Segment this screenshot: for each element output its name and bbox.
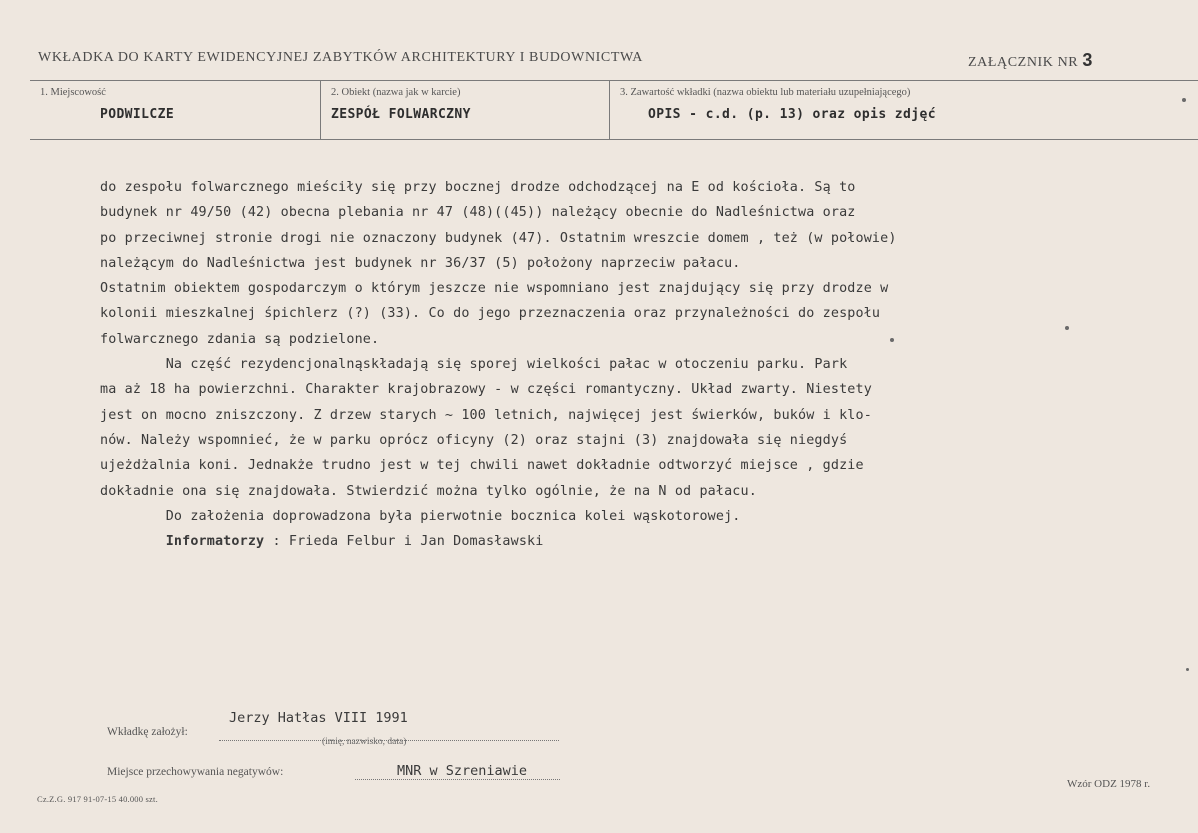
negatives-row: [107, 764, 577, 788]
text-line: po przeciwnej stronie drogi nie oznaczony budynek (47). Ostatnim wreszcie domem , też (w połowie): [100, 230, 897, 246]
text-line: folwarcznego zdania są podzielone.: [100, 331, 380, 347]
created-by-row: [107, 710, 567, 750]
locality-value: PODWILCZE: [100, 107, 175, 122]
annex-label-text: ZAŁĄCZNIK NR: [968, 55, 1079, 70]
negatives-value: MNR w Szreniawie: [397, 763, 528, 779]
locality-field: [30, 81, 321, 139]
text-line: Ostatnim obiektem gospodarczym o którym jeszcze nie wspomniano jest znajdujący się przy drodze w: [100, 281, 889, 297]
object-field: [321, 81, 610, 139]
text-line: dokładnie ona się znajdowała. Stwierdzić można tylko ogólnie, że na N od pałacu.: [100, 483, 757, 499]
paper-speck: [1065, 326, 1069, 330]
created-by-hint: (imię, nazwisko, data): [322, 737, 407, 747]
form-title: WKŁADKA DO KARTY EWIDENCYJNEJ ZABYTKÓW ARCHITEKTURY I BUDOWNICTWA: [38, 50, 643, 65]
text-line: do zespołu folwarcznego mieściły się przy bocznej drodze odchodzącej na E od kościoła. Są to: [100, 180, 856, 195]
text-line: nów. Należy wspomnieć, że w parku oprócz oficyny (2) oraz stajni (3) znajdowała się niegdyś: [100, 432, 848, 448]
annex-label: [968, 50, 1093, 71]
model-note: Wzór ODZ 1978 r.: [1067, 778, 1151, 790]
content-label: 3. Zawartość wkładki (nazwa obiektu lub materiału uzupełniającego): [620, 87, 911, 98]
annex-number: 3: [1082, 50, 1093, 70]
informants-value: : Frieda Felbur i Jan Domasławski: [264, 534, 544, 550]
content-field: [610, 81, 1198, 139]
paper-speck: [890, 338, 894, 342]
informants-label: Informatorzy: [165, 534, 265, 550]
negatives-label: Miejsce przechowywania negatywów:: [107, 766, 284, 778]
text-line: ujeżdżalnia koni. Jednakże trudno jest w tej chwili nawet dokładnie odtworzyć miejsce , gdzie: [100, 458, 864, 474]
paper-speck: [1186, 668, 1189, 671]
header-fields: [30, 80, 1198, 140]
informants-line: [100, 529, 1110, 554]
text-line: budynek nr 49/50 (42) obecna plebania nr 47 (48)((45)) należący obecnie do Nadleśnictwa oraz: [100, 205, 856, 221]
content-value: OPIS - c.d. (p. 13) oraz opis zdjęć: [648, 107, 936, 122]
negatives-dotted-line: [355, 779, 560, 780]
text-line: Na część rezydencjonalnąskładają się sporej wielkości pałac w otoczeniu parku. Park: [100, 357, 848, 373]
object-value: ZESPÓŁ FOLWARCZNY: [331, 107, 471, 122]
created-by-label: Wkładkę założył:: [107, 726, 188, 738]
text-line: kolonii mieszkalnej śpichlerz (?) (33). Co do jego przeznaczenia oraz przynależności do zespołu: [100, 306, 881, 322]
text-line: jest on mocno zniszczony. Z drzew starych ~ 100 letnich, najwięcej jest świerków, buków i klo-: [100, 407, 872, 423]
description-text: [100, 175, 1110, 554]
printer-note: Cz.Z.G. 917 91-07-15 40.000 szt.: [37, 794, 158, 804]
object-label: 2. Obiekt (nazwa jak w karcie): [331, 87, 461, 98]
text-line: ma aż 18 ha powierzchni. Charakter krajobrazowy - w części romantyczny. Układ zwarty. Niestety: [100, 382, 872, 398]
created-by-value: Jerzy Hatłas VIII 1991: [229, 710, 408, 726]
text-line: należącym do Nadleśnictwa jest budynek nr 36/37 (5) położony naprzeciw pałacu.: [100, 255, 741, 271]
text-line: Do założenia doprowadzona była pierwotnie bocznica kolei wąskotorowej.: [100, 508, 741, 524]
locality-label: 1. Miejscowość: [40, 87, 106, 98]
paper-speck: [1182, 98, 1186, 102]
